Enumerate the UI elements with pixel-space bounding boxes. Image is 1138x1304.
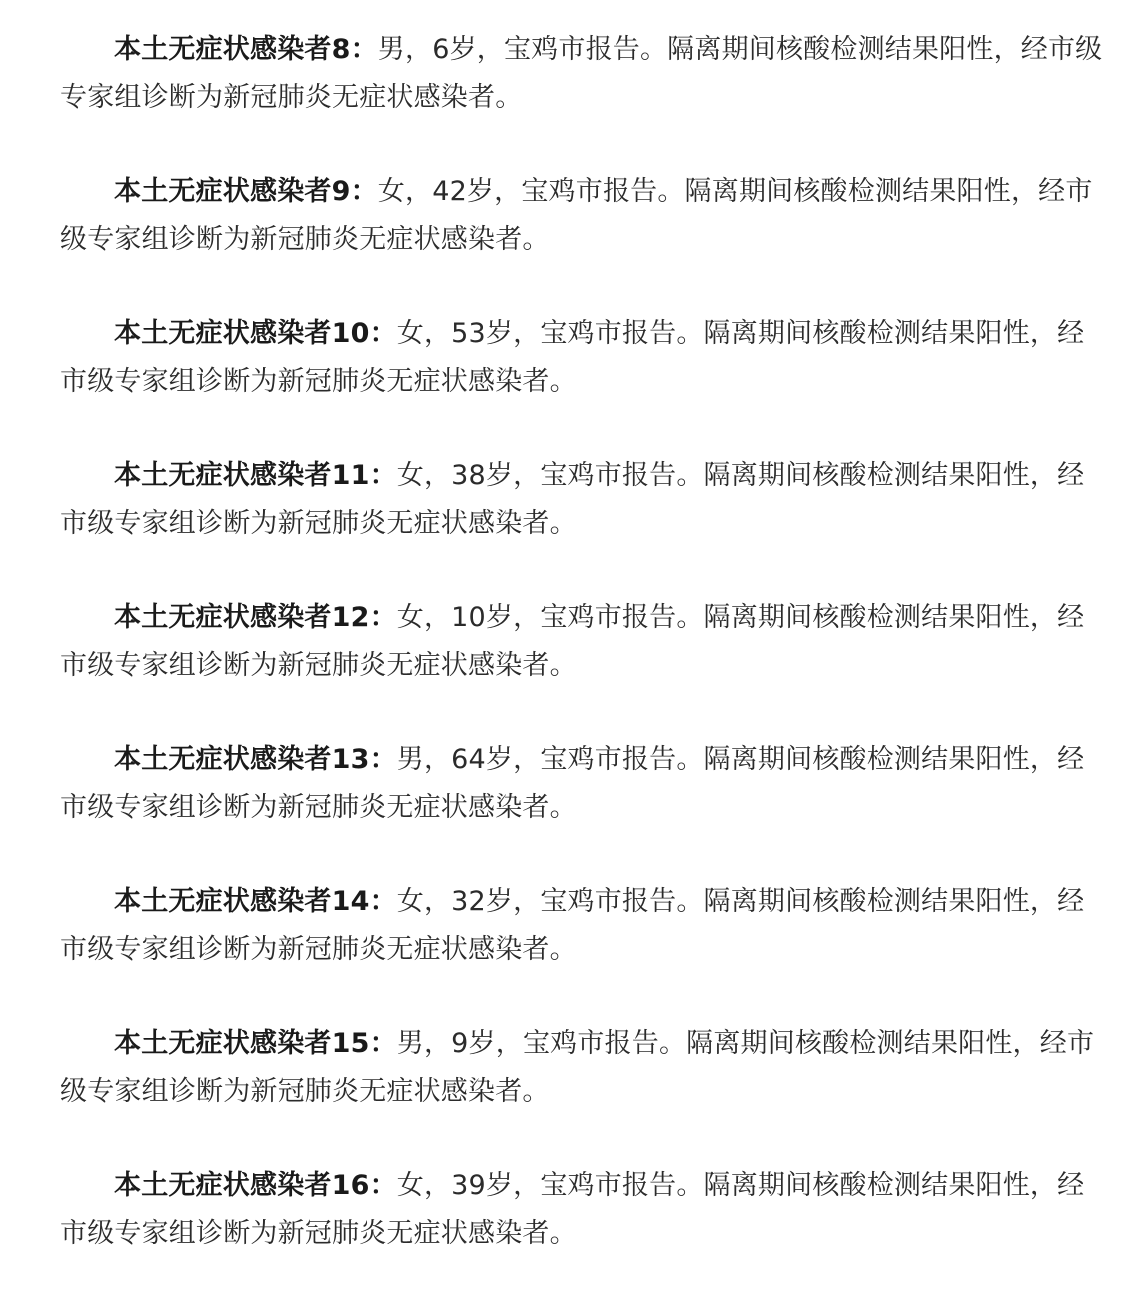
case-label: 本土无症状感染者15： (114, 1028, 397, 1059)
case-text: 男，6岁，宝鸡市报告。隔离期间核酸检测结果阳性，经市级专家组诊断为新冠肺炎无症状感染者。 (60, 34, 1103, 113)
case-label: 本土无症状感染者16： (114, 1170, 397, 1201)
case-text: 女，38岁，宝鸡市报告。隔离期间核酸检测结果阳性，经市级专家组诊断为新冠肺炎无症状感染者。 (60, 460, 1085, 539)
case-text: 女，53岁，宝鸡市报告。隔离期间核酸检测结果阳性，经市级专家组诊断为新冠肺炎无症状感染者。 (60, 318, 1085, 397)
case-paragraph (60, 736, 1110, 832)
case-text: 女，42岁，宝鸡市报告。隔离期间核酸检测结果阳性，经市级专家组诊断为新冠肺炎无症状感染者。 (60, 176, 1093, 255)
case-paragraph (60, 594, 1110, 690)
case-text: 女，32岁，宝鸡市报告。隔离期间核酸检测结果阳性，经市级专家组诊断为新冠肺炎无症状感染者。 (60, 886, 1085, 965)
case-paragraph (60, 1162, 1110, 1258)
case-paragraph (60, 168, 1110, 264)
case-label: 本土无症状感染者13： (114, 744, 397, 775)
case-paragraph (60, 878, 1110, 974)
case-text: 女，39岁，宝鸡市报告。隔离期间核酸检测结果阳性，经市级专家组诊断为新冠肺炎无症状感染者。 (60, 1170, 1085, 1249)
case-label: 本土无症状感染者9： (114, 176, 378, 207)
case-paragraph (60, 310, 1110, 406)
case-label: 本土无症状感染者14： (114, 886, 397, 917)
case-label: 本土无症状感染者10： (114, 318, 397, 349)
case-text: 女，10岁，宝鸡市报告。隔离期间核酸检测结果阳性，经市级专家组诊断为新冠肺炎无症状感染者。 (60, 602, 1085, 681)
case-paragraph (60, 452, 1110, 548)
case-paragraph (60, 26, 1110, 122)
article-body (60, 26, 1110, 1304)
case-label: 本土无症状感染者11： (114, 460, 397, 491)
case-text: 男，64岁，宝鸡市报告。隔离期间核酸检测结果阳性，经市级专家组诊断为新冠肺炎无症状感染者。 (60, 744, 1085, 823)
case-label: 本土无症状感染者8： (114, 34, 378, 65)
case-text: 男，9岁，宝鸡市报告。隔离期间核酸检测结果阳性，经市级专家组诊断为新冠肺炎无症状感染者。 (60, 1028, 1095, 1107)
case-paragraph (60, 1020, 1110, 1116)
case-label: 本土无症状感染者12： (114, 602, 397, 633)
